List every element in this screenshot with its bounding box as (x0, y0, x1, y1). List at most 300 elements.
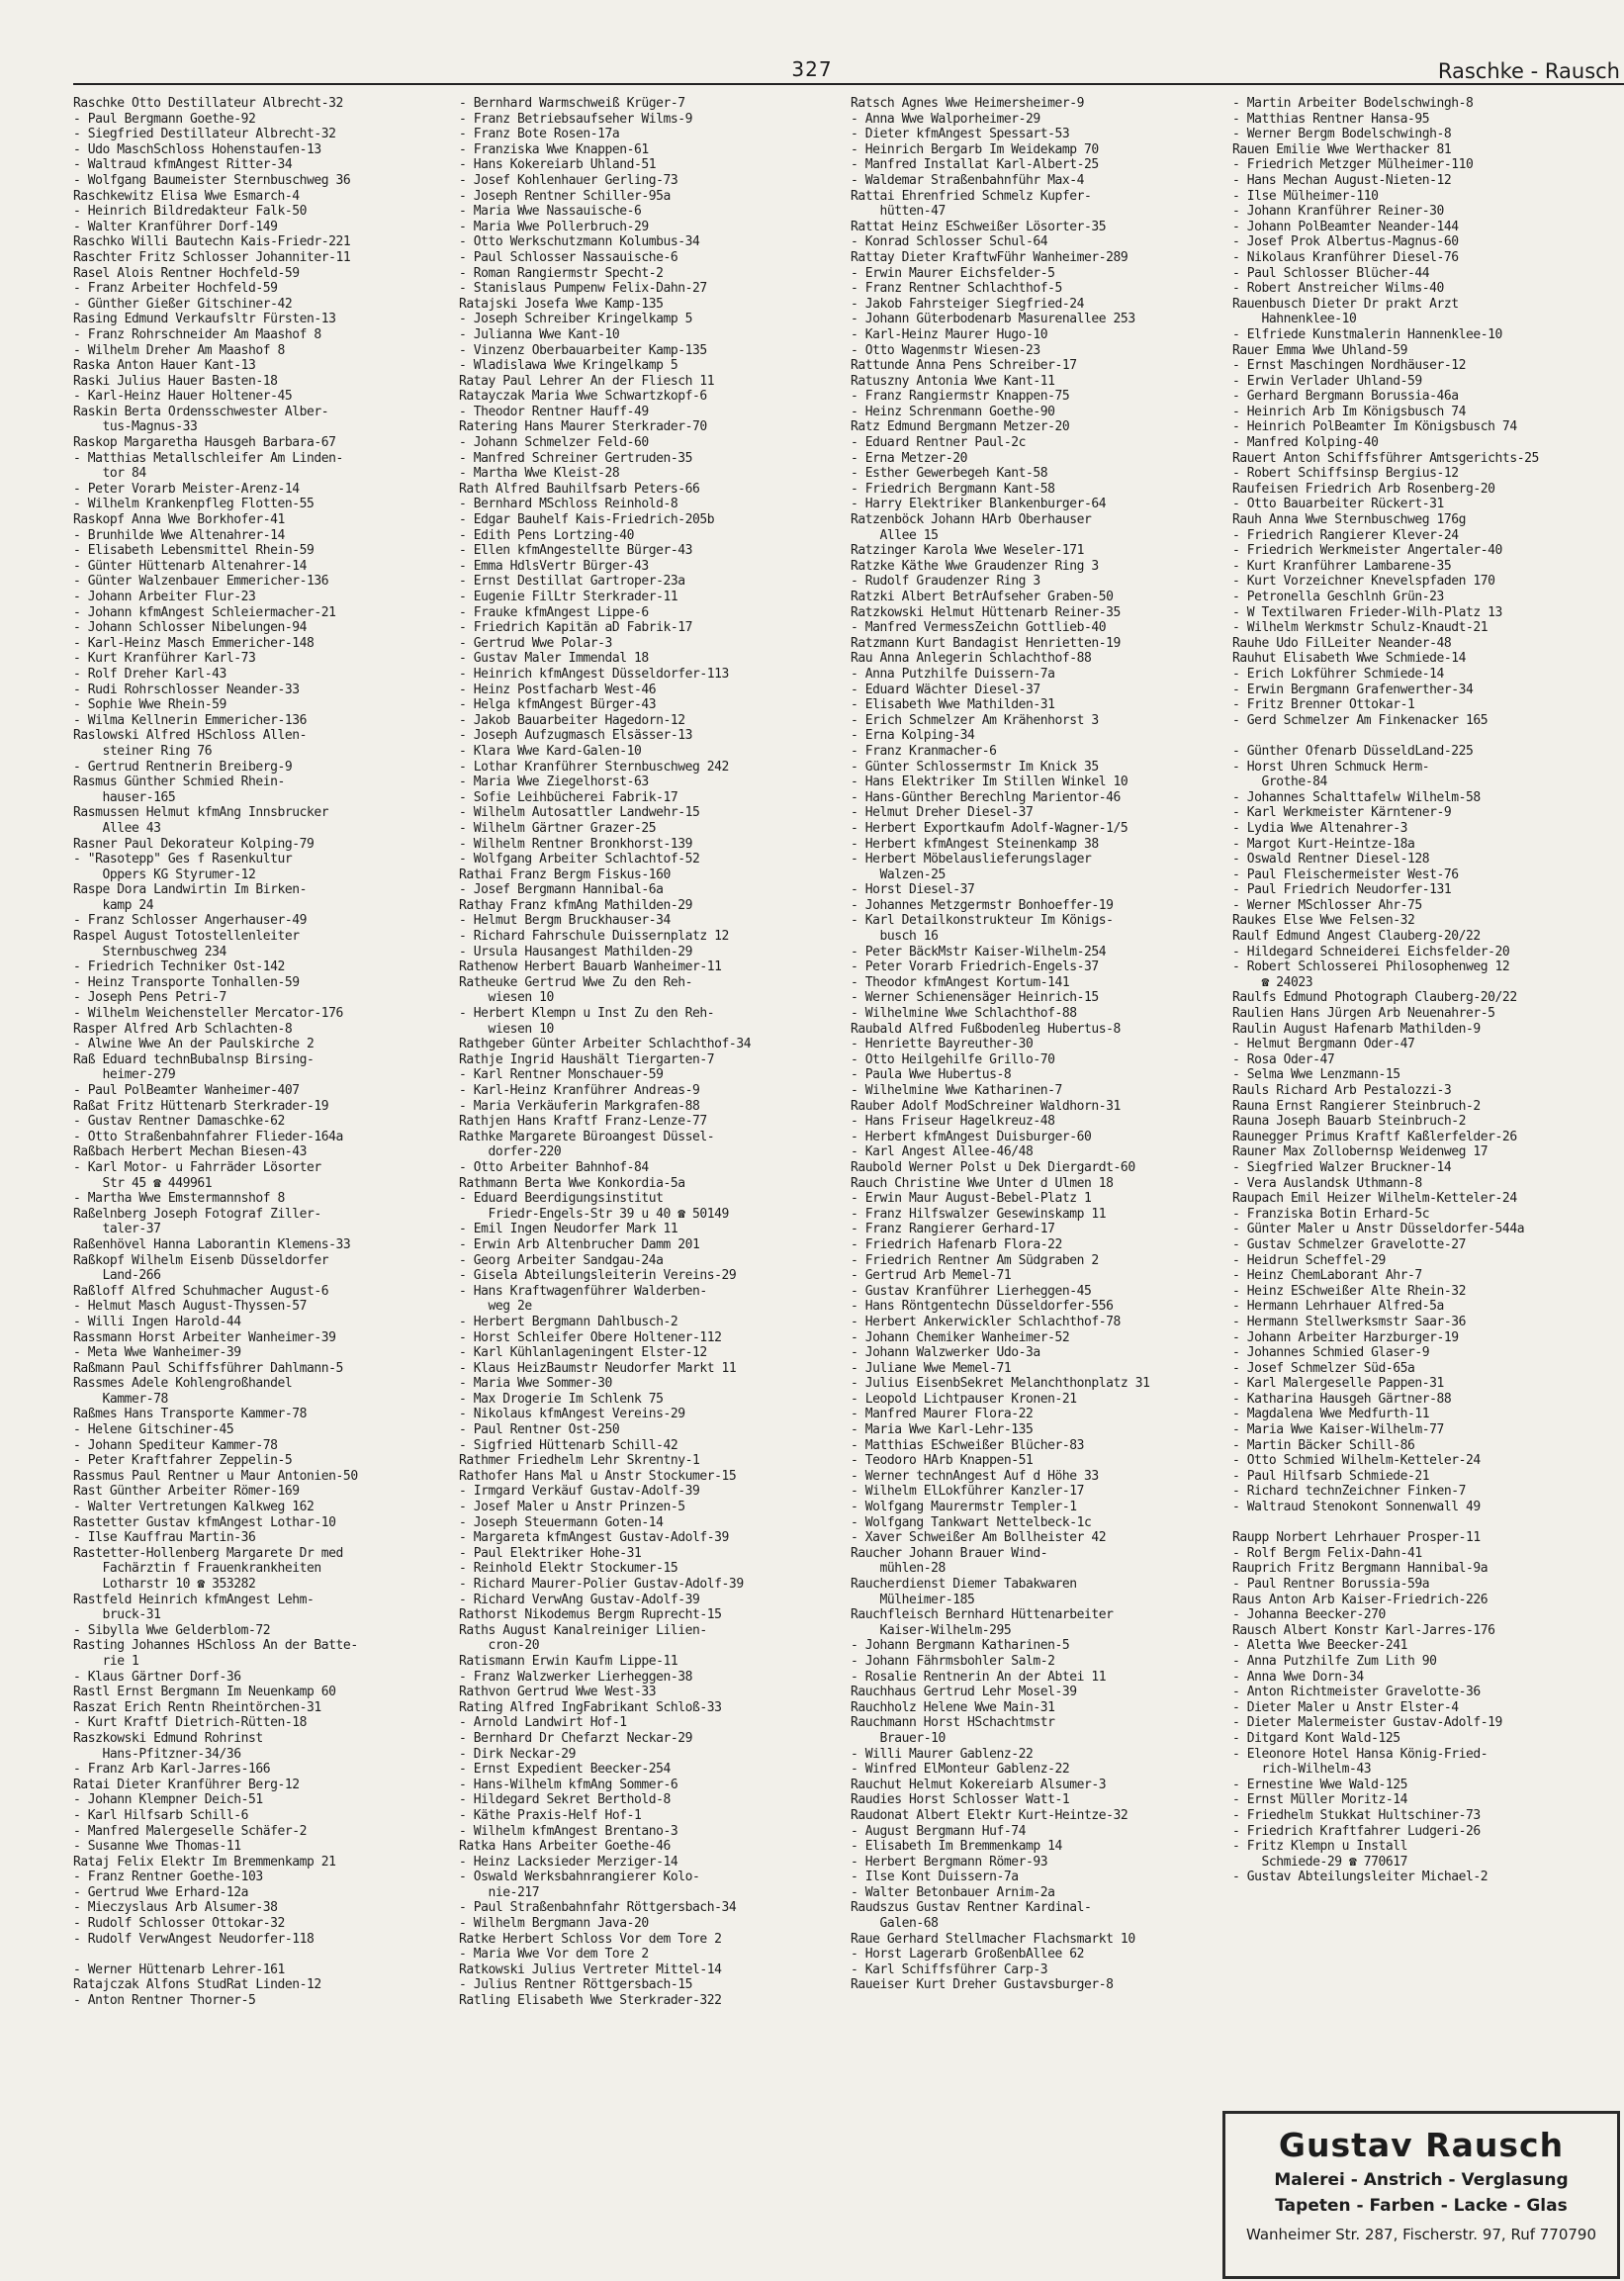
directory-entry: Rathorst Nikodemus Bergm Ruprecht-15 (459, 1607, 722, 1623)
directory-entry: - Franz Arbeiter Hochfeld-59 (73, 281, 278, 297)
directory-entry: rich-Wilhelm-43 (1232, 1762, 1372, 1778)
directory-entry: - Margot Kurt-Heintze-18a (1232, 836, 1415, 852)
directory-entry: - Werner technAngest Auf d Höhe 33 (851, 1468, 1099, 1484)
directory-entry: - Ursula Hausangest Mathilden-29 (459, 944, 693, 959)
directory-entry: - Elisabeth Wwe Mathilden-31 (851, 697, 1055, 713)
directory-entry: Ratling Elisabeth Wwe Sterkrader-322 (459, 1993, 722, 2009)
directory-entry: - Maria Verkäuferin Markgrafen-88 (459, 1098, 700, 1114)
directory-entry: - Wilhelm ElLokführer Kanzler-17 (851, 1484, 1085, 1500)
directory-entry: - Eduard Wächter Diesel-37 (851, 682, 1040, 697)
directory-entry: - Horst Uhren Schmuck Herm- (1232, 759, 1430, 775)
directory-entry: - Stanislaus Pumpenw Felix-Dahn-27 (459, 281, 707, 297)
directory-entry: - Wilhelm Weichensteller Mercator-176 (73, 1006, 343, 1022)
directory-entry: - Otto Arbeiter Bahnhof-84 (459, 1159, 649, 1175)
advert-company-name: Gustav Rausch (1278, 2126, 1565, 2164)
directory-entry: - Wolfgang Maurermstr Templer-1 (851, 1500, 1077, 1515)
directory-entry: - Paul Rentner Borussia-59a (1232, 1577, 1430, 1592)
directory-entry: - Paul Schlosser Nassauische-6 (459, 249, 678, 265)
directory-entry: Rathvon Gertrud Wwe West-33 (459, 1685, 657, 1700)
directory-entry: - Ernst Müller Moritz-14 (1232, 1792, 1408, 1808)
directory-entry: - Paul PolBeamter Wanheimer-407 (73, 1083, 300, 1098)
directory-entry: - Anton Richtmeister Gravelotte-36 (1232, 1685, 1481, 1700)
directory-entry: rie 1 (73, 1653, 139, 1669)
directory-entry: - "Rasotepp" Ges f Rasenkultur (73, 852, 293, 867)
directory-entry: - Otto Schmied Wilhelm-Ketteler-24 (1232, 1453, 1481, 1469)
directory-column-3 (851, 96, 1226, 2277)
directory-entry: - Franz Walzwerker Lierheggen-38 (459, 1669, 693, 1685)
page-number: 327 (791, 57, 833, 81)
directory-entry: Raus Anton Arb Kaiser-Friedrich-226 (1232, 1592, 1489, 1607)
directory-entry: - Johann Fährmsbohler Salm-2 (851, 1653, 1055, 1669)
directory-entry: Rasmussen Helmut kfmAng Innsbrucker (73, 805, 329, 821)
directory-entry: - Ernst Expedient Beecker-254 (459, 1762, 671, 1778)
directory-entry: Raubald Alfred Fußbodenleg Hubertus-8 (851, 1021, 1121, 1037)
directory-entry: Oppers KG Styrumer-12 (73, 867, 256, 882)
directory-entry: - Leopold Lichtpauser Kronen-21 (851, 1391, 1077, 1407)
directory-entry: - Ilse Kont Duissern-7a (851, 1870, 1019, 1885)
directory-entry: - Johann Walzwerker Udo-3a (851, 1345, 1040, 1361)
directory-entry: - Karl-Heinz Maurer Hugo-10 (851, 326, 1048, 342)
directory-entry: - Herbert Bergmann Dahlbusch-2 (459, 1314, 678, 1329)
directory-entry: - Maria Wwe Sommer-30 (459, 1376, 612, 1392)
directory-entry: Brauer-10 (851, 1730, 946, 1746)
directory-entry: Raszat Erich Rentn Rheintörchen-31 (73, 1699, 321, 1715)
directory-entry: - Bernhard Dr Chefarzt Neckar-29 (459, 1730, 693, 1746)
directory-entry: - Friedrich Bergmann Kant-58 (851, 481, 1055, 497)
directory-entry: - Jakob Bauarbeiter Hagedorn-12 (459, 712, 685, 728)
directory-entry: - Waltraud kfmAngest Ritter-34 (73, 157, 293, 173)
directory-entry: - Richard Fahrschule Duissernplatz 12 (459, 929, 729, 945)
directory-entry: - Johann PolBeamter Neander-144 (1232, 219, 1459, 234)
directory-entry: - Hans-Wilhelm kfmAng Sommer-6 (459, 1777, 678, 1792)
directory-entry: - Horst Diesel-37 (851, 882, 975, 898)
directory-entry: - Waldemar Straßenbahnführ Max-4 (851, 172, 1085, 188)
directory-entry: dorfer-220 (459, 1144, 562, 1160)
directory-entry: - Max Drogerie Im Schlenk 75 (459, 1391, 664, 1407)
directory-entry: ☎ 24023 (1232, 974, 1313, 990)
directory-entry: Mülheimer-185 (851, 1592, 975, 1607)
directory-entry: - Johann Klempner Deich-51 (73, 1792, 263, 1808)
directory-entry: - Wilhelm Autosattler Landwehr-15 (459, 805, 700, 821)
directory-entry: - Eleonore Hotel Hansa König-Fried- (1232, 1746, 1489, 1762)
directory-entry: - Bernhard Warmschweiß Krüger-7 (459, 96, 685, 111)
directory-entry: - Heinrich PolBeamter Im Königsbusch 74 (1232, 419, 1517, 435)
directory-entry: Ratke Herbert Schloss Vor dem Tore 2 (459, 1931, 722, 1947)
directory-entry: - Walter Vertretungen Kalkweg 162 (73, 1500, 315, 1515)
directory-entry: - Joseph Pens Petri-7 (73, 990, 226, 1006)
directory-entry: Galen-68 (851, 1916, 939, 1932)
directory-entry: Rasel Alois Rentner Hochfeld-59 (73, 265, 300, 281)
directory-entry: - Dieter Malermeister Gustav-Adolf-19 (1232, 1715, 1502, 1731)
directory-entry: - Walter Betonbauer Arnim-2a (851, 1884, 1055, 1900)
directory-columns (73, 96, 1624, 2277)
directory-entry: - Josef Maler u Anstr Prinzen-5 (459, 1500, 685, 1515)
directory-entry: - August Bergmann Huf-74 (851, 1823, 1027, 1839)
directory-entry: - Hans Mechan August-Nieten-12 (1232, 172, 1452, 188)
directory-entry: - Erwin Arb Altenbrucher Damm 201 (459, 1236, 700, 1252)
directory-entry: - Wilhelmine Wwe Katharinen-7 (851, 1083, 1062, 1098)
directory-entry: - Hans Kraftwagenführer Walderben- (459, 1283, 707, 1299)
directory-entry: - Kurt Vorzeichner Knevelspfaden 170 (1232, 574, 1495, 590)
directory-entry: - Ellen kfmAngestellte Bürger-43 (459, 543, 693, 559)
directory-entry: - Paula Wwe Hubertus-8 (851, 1067, 1012, 1083)
directory-entry: - Friedrich Rentner Am Südgraben 2 (851, 1252, 1099, 1268)
directory-entry: - Paul Schlosser Blücher-44 (1232, 265, 1430, 281)
directory-entry: - Klara Wwe Kard-Galen-10 (459, 743, 642, 759)
directory-entry: Hahnenklee-10 (1232, 312, 1357, 327)
gustav-rausch-advert (1222, 2111, 1620, 2279)
directory-entry: Raskin Berta Ordensschwester Alber- (73, 404, 329, 419)
directory-entry: - Theodor Rentner Hauff-49 (459, 404, 649, 419)
directory-entry: - Georg Arbeiter Sandgau-24a (459, 1252, 664, 1268)
directory-entry: - Henriette Bayreuther-30 (851, 1037, 1034, 1052)
directory-entry: - Aletta Wwe Beecker-241 (1232, 1638, 1408, 1654)
directory-entry: Rataj Felix Elektr Im Bremmenkamp 21 (73, 1854, 336, 1870)
directory-entry: Schmiede-29 ☎ 770617 (1232, 1854, 1408, 1870)
directory-entry: - Johannes Schalttafelw Wilhelm-58 (1232, 789, 1481, 805)
directory-entry: Rastfeld Heinrich kfmAngest Lehm- (73, 1592, 315, 1607)
directory-entry: - Hans Elektriker Im Stillen Winkel 10 (851, 775, 1128, 790)
directory-entry: - Manfred Malergeselle Schäfer-2 (73, 1823, 308, 1839)
directory-entry: - Hans Röntgentechn Düsseldorfer-556 (851, 1299, 1114, 1315)
directory-entry: - Maria Wwe Nassauische-6 (459, 204, 642, 220)
directory-entry: Raubold Werner Polst u Dek Diergardt-60 (851, 1159, 1135, 1175)
directory-entry: - Hildegard Sekret Berthold-8 (459, 1792, 671, 1808)
directory-entry: Rauprich Fritz Bergmann Hannibal-9a (1232, 1561, 1489, 1577)
directory-entry: - Julius Rentner Röttgersbach-15 (459, 1977, 693, 1993)
directory-entry: Rauer Emma Wwe Uhland-59 (1232, 342, 1408, 358)
directory-entry: - Gertrud Arb Memel-71 (851, 1268, 1012, 1284)
directory-entry: - Waltraud Stenokont Sonnenwall 49 (1232, 1500, 1481, 1515)
directory-entry: - Friedrich Rangierer Klever-24 (1232, 527, 1459, 543)
directory-entry: - Franz Betriebsaufseher Wilms-9 (459, 111, 693, 127)
directory-entry: - Elisabeth Im Bremmenkamp 14 (851, 1839, 1062, 1855)
directory-entry: Raudies Horst Schlosser Watt-1 (851, 1792, 1070, 1808)
directory-entry: - Herbert Ankerwickler Schlachthof-78 (851, 1314, 1121, 1329)
directory-entry: - Willi Ingen Harold-44 (73, 1314, 241, 1329)
directory-entry: Raths August Kanalreiniger Lilien- (459, 1622, 707, 1638)
directory-entry: Raschko Willi Bautechn Kais-Friedr-221 (73, 234, 351, 250)
directory-entry: - Otto Wagenmstr Wiesen-23 (851, 342, 1040, 358)
directory-entry: - Helmut Bergm Bruckhauser-34 (459, 913, 671, 929)
directory-entry: - Joseph Aufzugmasch Elsässer-13 (459, 728, 693, 744)
directory-entry: Sternbuschweg 234 (73, 944, 226, 959)
directory-entry: - Heinz ESchweißer Alte Rhein-32 (1232, 1283, 1467, 1299)
directory-entry: Raßelnberg Joseph Fotograf Ziller- (73, 1206, 321, 1222)
directory-entry: - Gustav Abteilungsleiter Michael-2 (1232, 1870, 1489, 1885)
directory-entry: - Juliane Wwe Memel-71 (851, 1360, 1012, 1376)
directory-entry: - Karl Malergeselle Pappen-31 (1232, 1376, 1444, 1392)
directory-entry: - Wilhelm Werkmstr Schulz-Knaudt-21 (1232, 620, 1489, 636)
directory-entry: - Eduard Beerdigungsinstitut (459, 1191, 664, 1207)
directory-entry: - Heinrich kfmAngest Düsseldorfer-113 (459, 666, 729, 682)
directory-entry: - Franz Rentner Goethe-103 (73, 1870, 263, 1885)
directory-entry: - Hermann Lehrhauer Alfred-5a (1232, 1299, 1444, 1315)
directory-entry: - Siegfried Destillateur Albrecht-32 (73, 127, 336, 142)
directory-entry: Rathje Ingrid Haushält Tiergarten-7 (459, 1051, 715, 1067)
directory-entry: - Mieczyslaus Arb Alsumer-38 (73, 1900, 278, 1916)
directory-entry: - Richard technZeichner Finken-7 (1232, 1484, 1467, 1500)
directory-entry: - Matthias Rentner Hansa-95 (1232, 111, 1430, 127)
directory-entry: Rathgeber Günter Arbeiter Schlachthof-34 (459, 1037, 752, 1052)
directory-entry: Rasper Alfred Arb Schlachten-8 (73, 1021, 293, 1037)
directory-entry: Rau Anna Anlegerin Schlachthof-88 (851, 651, 1092, 667)
directory-entry: - Johann Arbeiter Flur-23 (73, 590, 256, 604)
directory-entry: Rastetter Gustav kfmAngest Lothar-10 (73, 1514, 336, 1530)
directory-entry: Raukes Else Wwe Felsen-32 (1232, 913, 1415, 929)
directory-entry: Raßbach Herbert Mechan Biesen-43 (73, 1144, 308, 1160)
directory-entry: kamp 24 (73, 897, 154, 913)
directory-entry: Raulien Hans Jürgen Arb Neuenahrer-5 (1232, 1006, 1495, 1022)
directory-entry: - Erwin Verlader Uhland-59 (1232, 373, 1422, 389)
directory-entry: - Matthias Metallschleifer Am Linden- (73, 450, 343, 466)
directory-entry: - Ernestine Wwe Wald-125 (1232, 1777, 1408, 1792)
directory-entry: Raucher Johann Brauer Wind- (851, 1545, 1048, 1561)
directory-column-4 (1232, 96, 1624, 2277)
directory-entry: - Paul Straßenbahnfahr Röttgersbach-34 (459, 1900, 737, 1916)
directory-entry: Rauchhaus Gertrud Lehr Mosel-39 (851, 1685, 1077, 1700)
directory-entry: cron-20 (459, 1638, 540, 1654)
directory-entry: - Katharina Hausgeh Gärtner-88 (1232, 1391, 1452, 1407)
directory-entry: - Maria Wwe Pollerbruch-29 (459, 219, 649, 234)
directory-entry: Ratuszny Antonia Wwe Kant-11 (851, 373, 1055, 389)
directory-entry: hütten-47 (851, 204, 946, 220)
directory-entry: - Johannes Schmied Glaser-9 (1232, 1345, 1430, 1361)
directory-entry: Rathjen Hans Kraftf Franz-Lenze-77 (459, 1114, 707, 1130)
directory-entry: - Maria Wwe Kaiser-Wilhelm-77 (1232, 1422, 1444, 1438)
directory-entry: - Friedrich Kraftfahrer Ludgeri-26 (1232, 1823, 1481, 1839)
directory-entry: - Xaver Schweißer Am Bollheister 42 (851, 1530, 1107, 1546)
directory-entry: Ratismann Erwin Kaufm Lippe-11 (459, 1653, 678, 1669)
directory-entry: busch 16 (851, 929, 939, 945)
directory-entry: Rathenow Herbert Bauarb Wanheimer-11 (459, 959, 722, 975)
directory-entry: - W Textilwaren Frieder-Wilh-Platz 13 (1232, 604, 1502, 620)
directory-entry: Raslowski Alfred HSchloss Allen- (73, 728, 308, 744)
directory-entry: Raßenhövel Hanna Laborantin Klemens-33 (73, 1236, 351, 1252)
directory-entry: Raueiser Kurt Dreher Gustavsburger-8 (851, 1977, 1114, 1993)
directory-entry: - Wilhelm Bergmann Java-20 (459, 1916, 649, 1932)
directory-entry: Raspel August Totostellenleiter (73, 929, 300, 945)
directory-entry: Raßat Fritz Hüttenarb Sterkrader-19 (73, 1098, 329, 1114)
directory-entry: - Heinrich Bergarb Im Weidekamp 70 (851, 141, 1099, 157)
directory-entry: - Joseph Schreiber Kringelkamp 5 (459, 312, 693, 327)
directory-entry: Rassmann Horst Arbeiter Wanheimer-39 (73, 1329, 336, 1345)
directory-entry: Rauchmann Horst HSchachtmstr (851, 1715, 1055, 1731)
directory-entry: - Martha Wwe Emstermannshof 8 (73, 1191, 285, 1207)
directory-entry: - Wolfgang Arbeiter Schlachtof-52 (459, 852, 700, 867)
directory-entry: - Paul Elektriker Hohe-31 (459, 1545, 642, 1561)
directory-entry: - Otto Straßenbahnfahrer Flieder-164a (73, 1129, 343, 1144)
directory-entry: - Johann Schlosser Nibelungen-94 (73, 620, 308, 636)
directory-entry: - Paul Rentner Ost-250 (459, 1422, 620, 1438)
directory-entry: Raulf Edmund Angest Clauberg-20/22 (1232, 929, 1481, 945)
directory-entry: - Johann Arbeiter Harzburger-19 (1232, 1329, 1459, 1345)
directory-entry: - Erich Lokführer Schmiede-14 (1232, 666, 1444, 682)
directory-entry: - Herbert Bergmann Römer-93 (851, 1854, 1048, 1870)
directory-entry: - Walter Kranführer Dorf-149 (73, 219, 278, 234)
directory-entry: - Petronella Geschlnh Grün-23 (1232, 590, 1444, 604)
directory-entry: - Alwine Wwe An der Paulskirche 2 (73, 1037, 315, 1052)
directory-entry: - Reinhold Elektr Stockumer-15 (459, 1561, 678, 1577)
directory-entry: - Erich Schmelzer Am Krähenhorst 3 (851, 712, 1099, 728)
directory-entry: - Martin Bäcker Schill-86 (1232, 1437, 1415, 1453)
directory-entry: - Franz Rangiermstr Knappen-75 (851, 389, 1070, 405)
directory-entry: - Josef Prok Albertus-Magnus-60 (1232, 234, 1459, 250)
directory-entry: Raufeisen Friedrich Arb Rosenberg-20 (1232, 481, 1495, 497)
directory-entry: wiesen 10 (459, 1021, 554, 1037)
directory-entry: Grothe-84 (1232, 775, 1327, 790)
directory-entry: - Heinrich Bildredakteur Falk-50 (73, 204, 308, 220)
directory-entry: Raucherdienst Diemer Tabakwaren (851, 1577, 1077, 1592)
directory-entry: - Friedrich Kapitän aD Fabrik-17 (459, 620, 693, 636)
directory-entry: Walzen-25 (851, 867, 946, 882)
directory-entry: - Martin Arbeiter Bodelschwingh-8 (1232, 96, 1474, 111)
directory-entry: - Edith Pens Lortzing-40 (459, 527, 635, 543)
directory-entry: - Peter Vorarb Friedrich-Engels-37 (851, 959, 1099, 975)
directory-entry: - Karl Motor- u Fahrräder Lösorter (73, 1159, 321, 1175)
directory-entry: - Günter Walzenbauer Emmericher-136 (73, 574, 329, 590)
directory-entry: - Heidrun Scheffel-29 (1232, 1252, 1386, 1268)
directory-entry: Rath Alfred Bauhilfsarb Peters-66 (459, 481, 700, 497)
directory-entry: Raska Anton Hauer Kant-13 (73, 358, 256, 374)
directory-entry: - Johann kfmAngest Schleiermacher-21 (73, 604, 336, 620)
directory-entry: - Richard Maurer-Polier Gustav-Adolf-39 (459, 1577, 744, 1592)
directory-entry: - Bernhard MSchloss Reinhold-8 (459, 497, 678, 512)
directory-entry: Raunegger Primus Kraftf Kaßlerfelder-26 (1232, 1129, 1517, 1144)
directory-entry: - Willi Maurer Gablenz-22 (851, 1746, 1034, 1762)
directory-entry: - Manfred Schreiner Gertruden-35 (459, 450, 693, 466)
directory-entry: - Josef Schmelzer Süd-65a (1232, 1360, 1415, 1376)
directory-entry: - Martha Wwe Kleist-28 (459, 466, 620, 482)
directory-entry: Ratzenböck Johann HArb Oberhauser (851, 512, 1092, 528)
directory-entry: - Gertrud Wwe Erhard-12a (73, 1884, 249, 1900)
directory-entry: - Oswald Werksbahnrangierer Kolo- (459, 1870, 700, 1885)
directory-entry: - Brunhilde Wwe Altenahrer-14 (73, 527, 285, 543)
directory-entry: heimer-279 (73, 1067, 176, 1083)
directory-entry: - Franz Rohrschneider Am Maashof 8 (73, 326, 321, 342)
directory-entry: - Rolf Bergm Felix-Dahn-41 (1232, 1545, 1422, 1561)
directory-entry: Ratzmann Kurt Bandagist Henrietten-19 (851, 635, 1121, 651)
directory-entry: - Franz Bote Rosen-17a (459, 127, 620, 142)
directory-entry: - Edgar Bauhelf Kais-Friedrich-205b (459, 512, 715, 528)
directory-entry: - Theodor kfmAngest Kortum-141 (851, 974, 1070, 990)
directory-entry: Ratai Dieter Kranführer Berg-12 (73, 1777, 300, 1792)
directory-entry: - Ernst Destillat Gartroper-23a (459, 574, 685, 590)
directory-entry: Raschke Otto Destillateur Albrecht-32 (73, 96, 343, 111)
directory-entry: Rattai Ehrenfried Schmelz Kupfer- (851, 188, 1092, 204)
directory-entry: Ratz Edmund Bergmann Metzer-20 (851, 419, 1070, 435)
directory-entry: - Johann Güterbodenarb Masurenallee 253 (851, 312, 1135, 327)
directory-entry: - Johann Bergmann Katharinen-5 (851, 1638, 1070, 1654)
directory-entry: - Frauke kfmAngest Lippe-6 (459, 604, 649, 620)
directory-entry: - Hans-Günther Berechlng Marientor-46 (851, 789, 1121, 805)
directory-entry: - Erwin Maur August-Bebel-Platz 1 (851, 1191, 1092, 1207)
directory-entry: - Sofie Leihbücherei Fabrik-17 (459, 789, 678, 805)
directory-entry: - Franz Rentner Schlachthof-5 (851, 281, 1062, 297)
directory-entry: Rattay Dieter KraftwFühr Wanheimer-289 (851, 249, 1128, 265)
directory-entry: - Ernst Maschingen Nordhäuser-12 (1232, 358, 1467, 374)
directory-entry: Raupp Norbert Lehrhauer Prosper-11 (1232, 1530, 1481, 1546)
directory-entry: - Meta Wwe Wanheimer-39 (73, 1345, 241, 1361)
directory-entry: Rathai Franz Bergm Fiskus-160 (459, 867, 671, 882)
directory-entry: - Joseph Rentner Schiller-95a (459, 188, 671, 204)
directory-entry: - Johann Kranführer Reiner-30 (1232, 204, 1444, 220)
directory-entry: - Dieter Maler u Anstr Elster-4 (1232, 1699, 1459, 1715)
directory-entry: Ratering Hans Maurer Sterkrader-70 (459, 419, 707, 435)
directory-entry: - Gertrud Rentnerin Breiberg-9 (73, 759, 293, 775)
directory-entry: Rauls Richard Arb Pestalozzi-3 (1232, 1083, 1452, 1098)
directory-entry: - Esther Gewerbegeh Kant-58 (851, 466, 1048, 482)
directory-entry: - Heinz ChemLaborant Ahr-7 (1232, 1268, 1422, 1284)
directory-entry: Rauchfleisch Bernhard Hüttenarbeiter (851, 1607, 1114, 1623)
directory-entry: Ratzinger Karola Wwe Weseler-171 (851, 543, 1085, 559)
directory-entry: - Erwin Bergmann Grafenwerther-34 (1232, 682, 1474, 697)
directory-entry: - Ilse Kauffrau Martin-36 (73, 1530, 256, 1546)
directory-entry: Hans-Pfitzner-34/36 (73, 1746, 241, 1762)
directory-entry: - Käthe Praxis-Helf Hof-1 (459, 1807, 642, 1823)
directory-entry: - Robert Schiffsinsp Bergius-12 (1232, 466, 1459, 482)
directory-entry: - Richard VerwAng Gustav-Adolf-39 (459, 1592, 700, 1607)
directory-entry: - Friedrich Hafenarb Flora-22 (851, 1236, 1062, 1252)
directory-entry: Raskopf Anna Wwe Borkhofer-41 (73, 512, 285, 528)
directory-entry (73, 1947, 449, 1962)
directory-entry: - Franz Hilfswalzer Gesewinskamp 11 (851, 1206, 1107, 1222)
directory-entry: - Sophie Wwe Rhein-59 (73, 697, 226, 713)
directory-entry: - Dirk Neckar-29 (459, 1746, 577, 1762)
directory-entry: tus-Magnus-33 (73, 419, 198, 435)
directory-entry: - Maria Wwe Karl-Lehr-135 (851, 1422, 1034, 1438)
directory-entry: - Klaus HeizBaumstr Neudorfer Markt 11 (459, 1360, 737, 1376)
directory-entry: - Günther Ofenarb DüsseldLand-225 (1232, 743, 1474, 759)
directory-entry: - Peter BäckMstr Kaiser-Wilhelm-254 (851, 944, 1107, 959)
directory-entry (1232, 1515, 1624, 1531)
directory-entry: - Helmut Masch August-Thyssen-57 (73, 1299, 308, 1315)
directory-entry: - Robert Anstreicher Wilms-40 (1232, 281, 1444, 297)
directory-entry: Ratsch Agnes Wwe Heimersheimer-9 (851, 96, 1085, 111)
directory-entry: - Manfred Maurer Flora-22 (851, 1407, 1034, 1422)
directory-entry: - Herbert Exportkaufm Adolf-Wagner-1/5 (851, 820, 1128, 836)
directory-entry: - Hans Friseur Hagelkreuz-48 (851, 1114, 1055, 1130)
directory-entry: - Julius EisenbSekret Melanchthonplatz 31 (851, 1376, 1150, 1392)
directory-entry: - Elfriede Kunstmalerin Hannenklee-10 (1232, 326, 1502, 342)
directory-entry: - Karl-Heinz Masch Emmericher-148 (73, 635, 315, 651)
directory-entry: Rastetter-Hollenberg Margarete Dr med (73, 1545, 343, 1561)
directory-entry: - Ilse Mülheimer-110 (1232, 188, 1379, 204)
directory-entry: - Heinz Lacksieder Merziger-14 (459, 1854, 678, 1870)
directory-entry: - Peter Kraftfahrer Zeppelin-5 (73, 1453, 293, 1469)
directory-entry: - Horst Schleifer Obere Holtener-112 (459, 1329, 722, 1345)
directory-entry: Rasing Edmund Verkaufsltr Fürsten-13 (73, 312, 336, 327)
directory-entry: - Wolfgang Tankwart Nettelbeck-1c (851, 1514, 1092, 1530)
directory-entry: - Margareta kfmAngest Gustav-Adolf-39 (459, 1530, 729, 1546)
directory-entry: - Karl-Heinz Kranführer Andreas-9 (459, 1083, 700, 1098)
directory-entry: - Harry Elektriker Blankenburger-64 (851, 497, 1107, 512)
directory-entry: - Wilhelm Dreher Am Maashof 8 (73, 342, 285, 358)
directory-entry: - Paul Hilfsarb Schmiede-21 (1232, 1468, 1430, 1484)
directory-entry: Friedr-Engels-Str 39 u 40 ☎ 50149 (459, 1206, 729, 1222)
directory-entry: Rauber Adolf ModSchreiner Waldhorn-31 (851, 1098, 1121, 1114)
directory-entry: - Rudi Rohrschlosser Neander-33 (73, 682, 300, 697)
directory-entry: Ratajski Josefa Wwe Kamp-135 (459, 296, 664, 312)
directory-entry: - Wilhelm kfmAngest Brentano-3 (459, 1823, 678, 1839)
directory-entry: - Günther Gießer Gitschiner-42 (73, 296, 293, 312)
directory-entry: - Wilma Kellnerin Emmericher-136 (73, 712, 308, 728)
directory-entry: - Magdalena Wwe Medfurth-11 (1232, 1407, 1430, 1422)
directory-entry: Rauhut Elisabeth Wwe Schmiede-14 (1232, 651, 1467, 667)
directory-entry: - Peter Vorarb Meister-Arenz-14 (73, 481, 300, 497)
directory-entry: - Günter Maler u Anstr Düsseldorfer-544a (1232, 1222, 1525, 1237)
directory-entry: - Arnold Landwirt Hof-1 (459, 1715, 627, 1731)
